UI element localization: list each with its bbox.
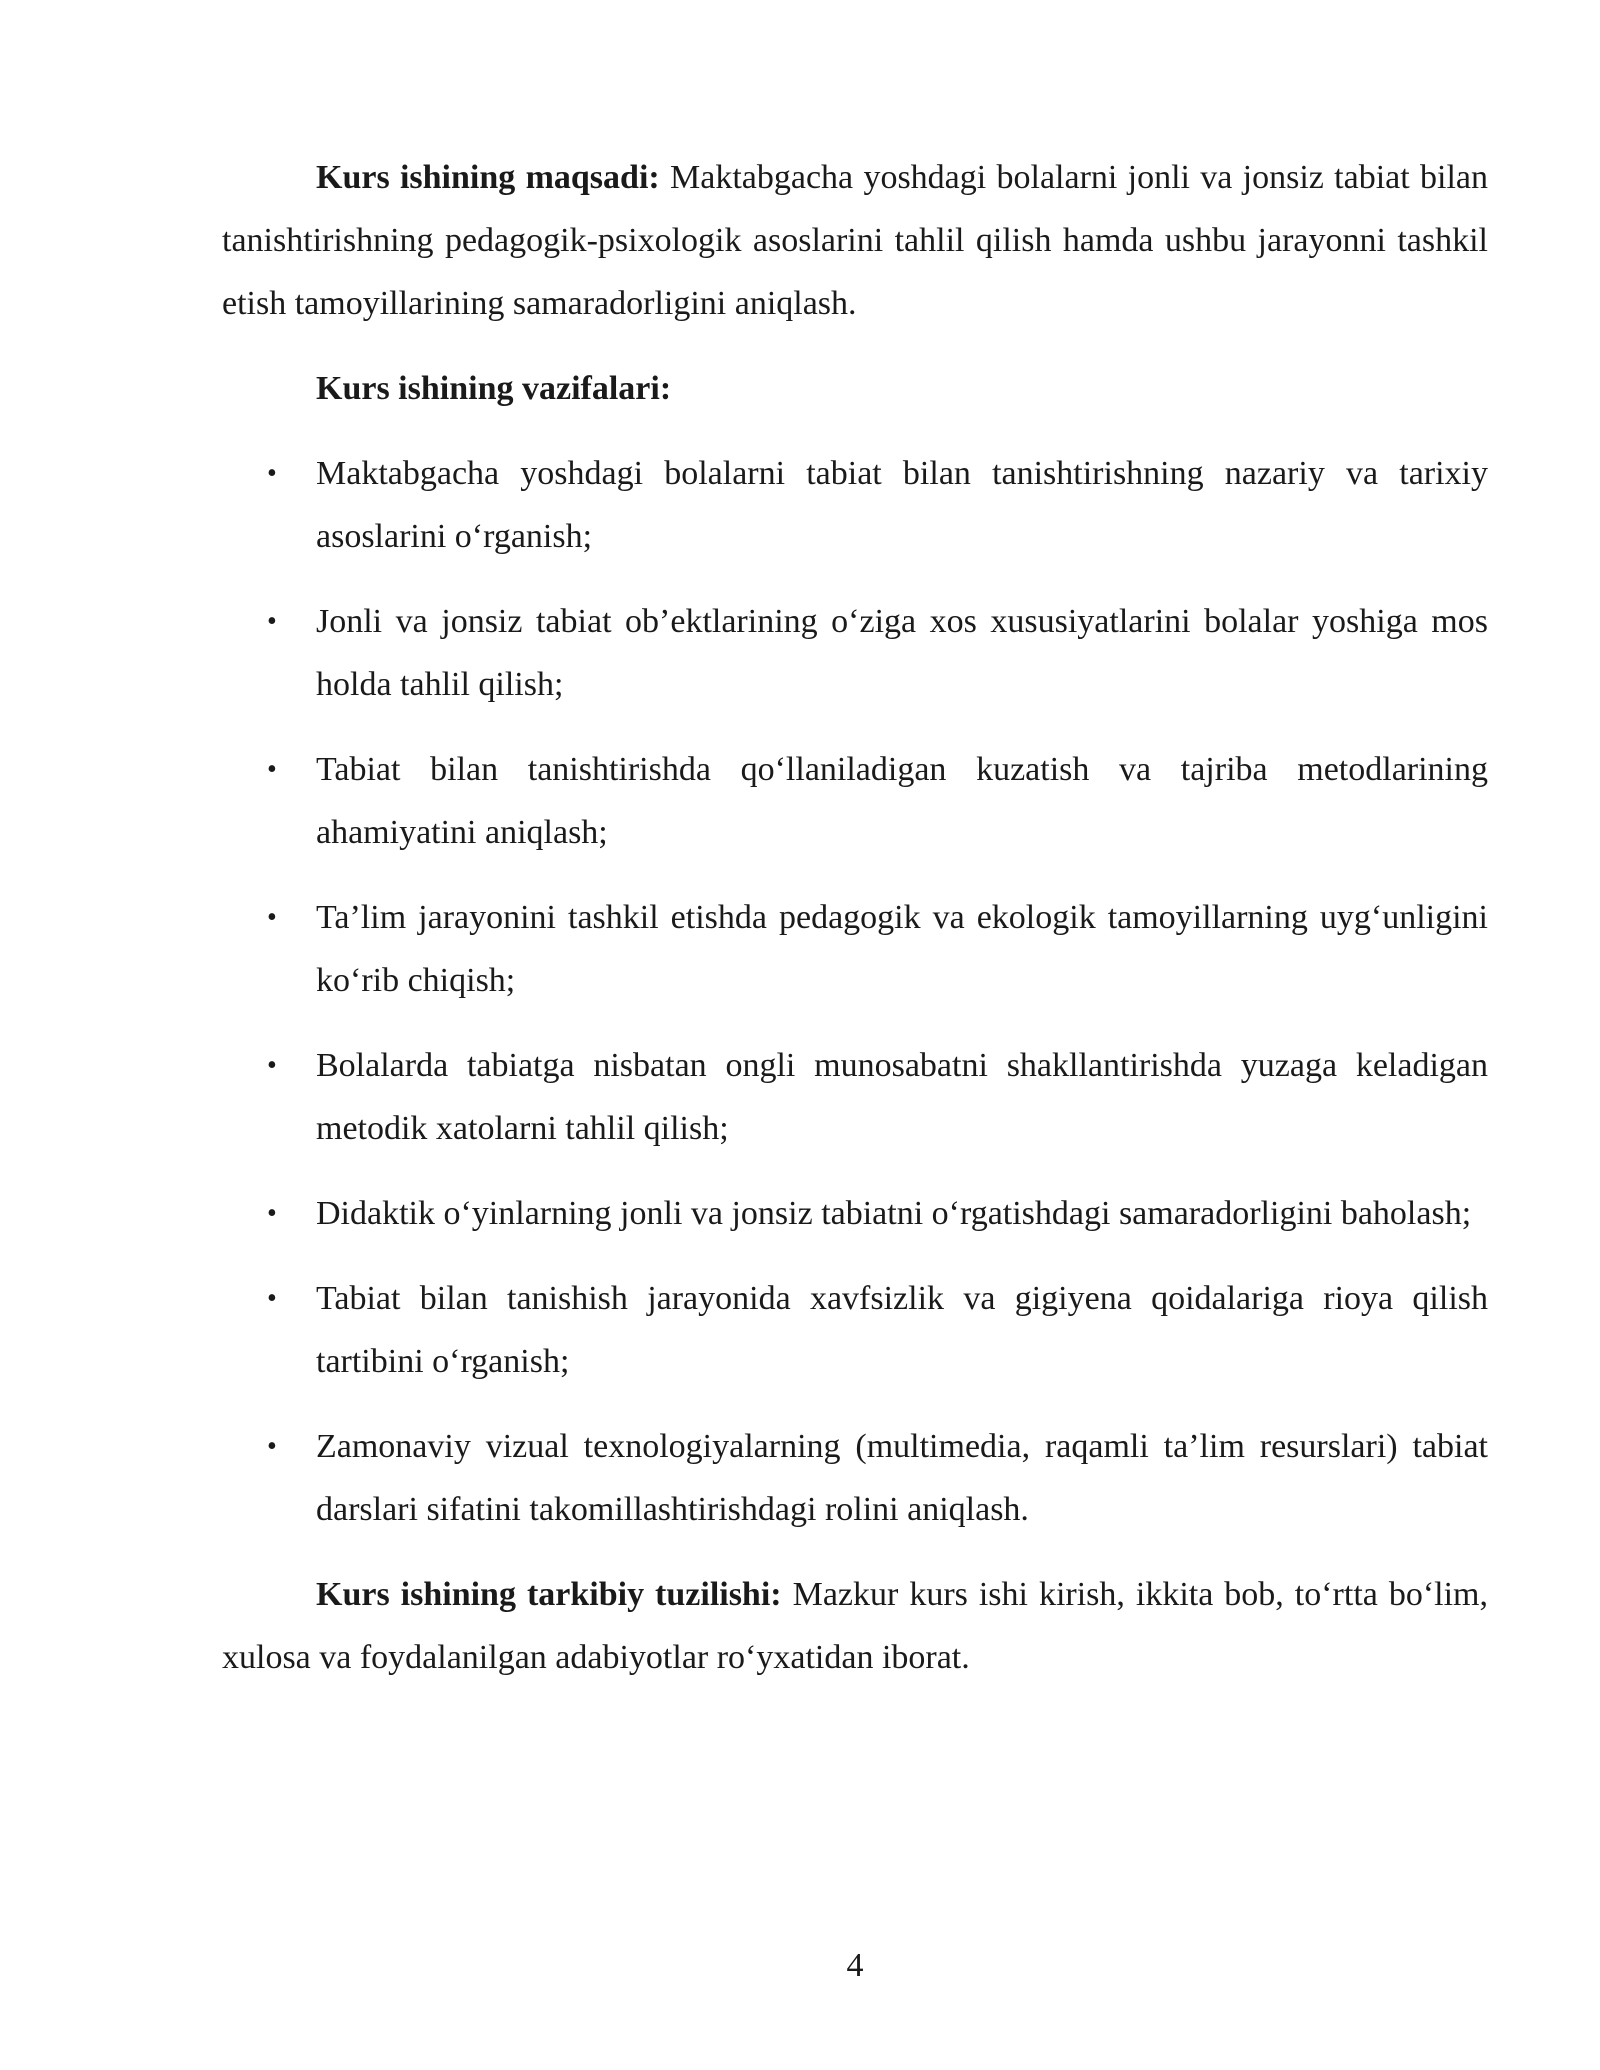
task-text: Didaktik o‘yinlarning jonli va jonsiz tabiatni o‘rgatishdagi samaradorligini baholash;: [316, 1195, 1472, 1232]
bullet-icon: •: [267, 458, 277, 489]
page-number: 4: [846, 1947, 864, 1984]
goal-label: Kurs ishining maqsadi:: [316, 159, 660, 196]
task-item: [222, 1034, 1488, 1160]
structure-paragraph: [222, 1563, 1488, 1689]
task-item: [222, 590, 1488, 716]
task-item: [222, 1267, 1488, 1393]
task-text: Tabiat bilan tanishish jarayonida xavfsizlik va gigiyena qoidalariga rioya qilish tartibini o‘rganish;: [316, 1280, 1488, 1380]
bullet-icon: •: [267, 1050, 277, 1081]
bullet-icon: •: [267, 1283, 277, 1314]
bullet-icon: •: [267, 754, 277, 785]
goal-text: Maktabgacha yoshdagi bolalarni jonli va jonsiz tabiat bilan tanishtirishning pedagogik-psixologik asoslarini tahlil qilish hamda ushbu jarayonni tashkil etish tamoyillarining samaradorligini aniqlash.: [222, 159, 1488, 322]
task-text: Zamonaviy vizual texnologiyalarning (multimedia, raqamli ta’lim resurslari) tabiat darslari sifatini takomillashtirishdagi rolini aniqlash.: [316, 1428, 1488, 1528]
document-page: [222, 146, 1488, 1689]
bullet-icon: •: [267, 1198, 277, 1229]
task-text: Maktabgacha yoshdagi bolalarni tabiat bilan tanishtirishning nazariy va tarixiy asoslarini o‘rganish;: [316, 455, 1488, 555]
structure-label: Kurs ishining tarkibiy tuzilishi:: [316, 1576, 782, 1613]
task-text: Bolalarda tabiatga nisbatan ongli munosabatni shakllantirishda yuzaga keladigan metodik xatolarni tahlil qilish;: [316, 1047, 1488, 1147]
task-item: [222, 738, 1488, 864]
task-item: [222, 442, 1488, 568]
tasks-heading: Kurs ishining vazifalari:: [316, 370, 672, 407]
task-text: Jonli va jonsiz tabiat ob’ektlarining o‘ziga xos xususiyatlarini bolalar yoshiga mos holda tahlil qilish;: [316, 603, 1488, 703]
task-item: [222, 1415, 1488, 1541]
task-text: Tabiat bilan tanishtirishda qo‘llaniladigan kuzatish va tajriba metodlarining ahamiyatini aniqlash;: [316, 751, 1488, 851]
tasks-list: [222, 442, 1488, 1541]
bullet-icon: •: [267, 902, 277, 933]
bullet-icon: •: [267, 606, 277, 637]
task-item: [222, 1182, 1488, 1245]
structure-text: Mazkur kurs ishi kirish, ikkita bob, to‘rtta bo‘lim, xulosa va foydalanilgan adabiyotlar ro‘yxatidan iborat.: [222, 1576, 1489, 1676]
goal-paragraph: [222, 146, 1488, 335]
task-item: [222, 886, 1488, 1012]
task-text: Ta’lim jarayonini tashkil etishda pedagogik va ekologik tamoyillarning uyg‘unligini ko‘rib chiqish;: [316, 899, 1488, 999]
bullet-icon: •: [267, 1431, 277, 1462]
